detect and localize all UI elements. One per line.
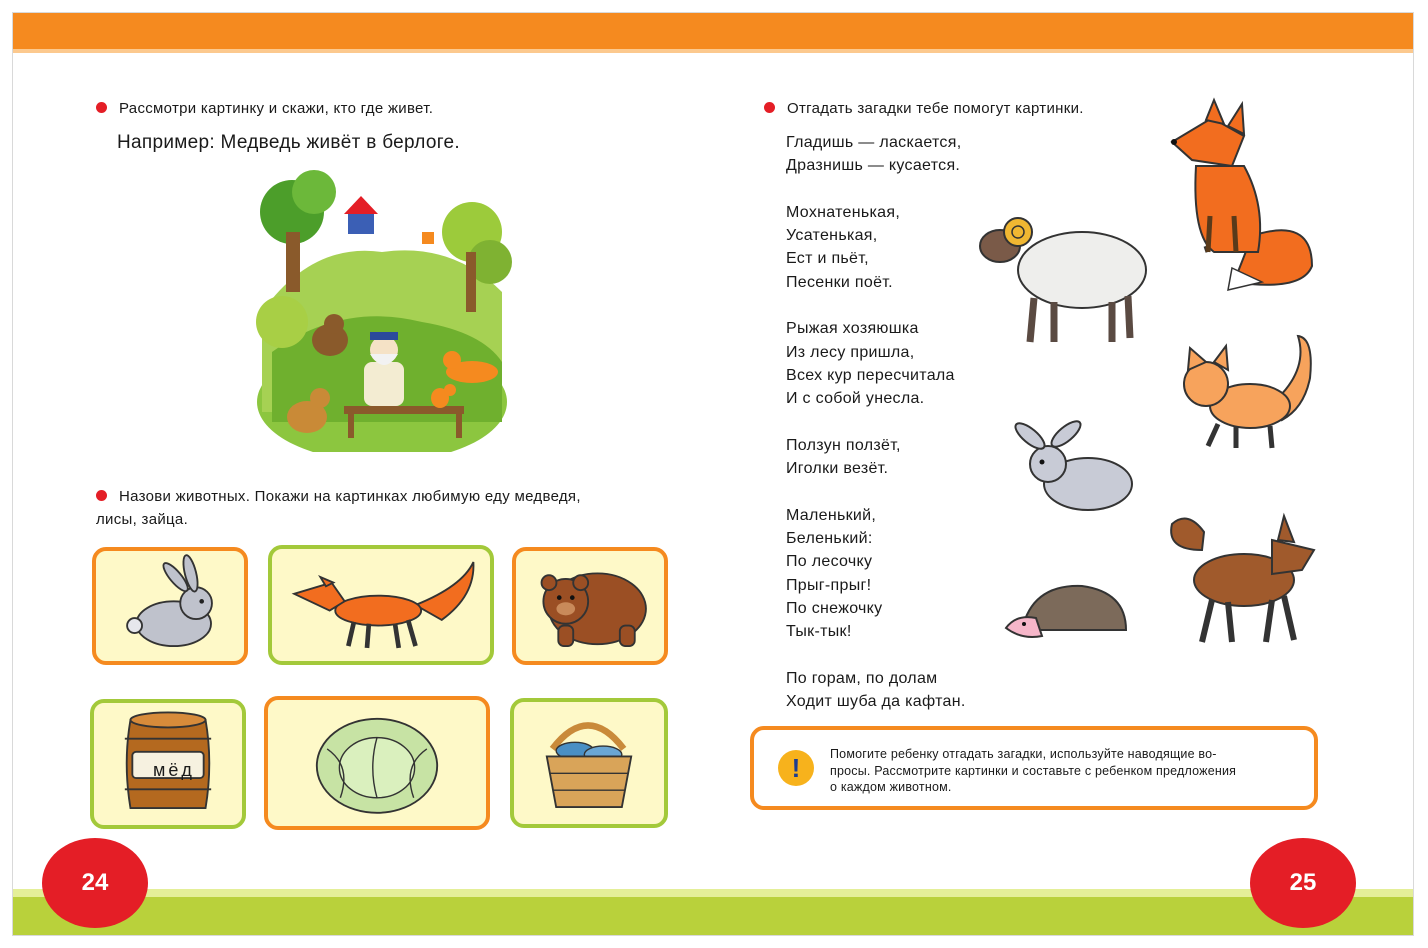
riddle-line: Ходит шуба да кафтан.	[786, 693, 966, 711]
riddle-line: Иголки везёт.	[786, 460, 889, 478]
fox-icon	[1162, 96, 1322, 296]
parent-tip-box	[750, 726, 1318, 810]
riddle-line: По снежочку	[786, 599, 883, 617]
task-2-text-line-1: Назови животных. Покажи на картинках любимую еду медведя,	[119, 488, 581, 505]
riddle-6	[786, 667, 1026, 714]
riddle-line: Рыжая хозяюшка	[786, 320, 919, 338]
riddle-line: Гладишь — ласкается,	[786, 134, 962, 151]
card-honey[interactable]	[90, 699, 246, 829]
rabbit-icon	[96, 551, 244, 661]
task-2-text-line-2: лисы, зайца.	[96, 511, 189, 528]
riddle-line: Мохнатенькая,	[786, 203, 901, 221]
riddle-line: Усатенькая,	[786, 227, 878, 245]
task-riddles-text: Отгадать загадки тебе помогут картинки.	[787, 100, 1084, 117]
task-riddles	[764, 98, 1084, 120]
fish-basket-icon	[514, 702, 664, 824]
riddle-line: Ест и пьёт,	[786, 250, 869, 268]
bullet-icon	[764, 102, 775, 113]
card-rabbit[interactable]	[92, 547, 248, 665]
cat-icon	[1178, 328, 1318, 452]
page-number-left: 24	[42, 838, 148, 928]
task-2	[96, 486, 581, 508]
riddle-5	[786, 504, 1026, 644]
card-fish-basket[interactable]	[510, 698, 668, 828]
riddle-line: Прыг-прыг!	[786, 576, 872, 594]
riddle-line: Маленький,	[786, 506, 877, 524]
riddle-1	[786, 131, 1026, 178]
riddle-line: Всех кур пересчитала	[786, 366, 955, 384]
example-sentence: Например: Медведь живёт в берлоге.	[117, 132, 460, 153]
page-number-right: 25	[1250, 838, 1356, 928]
card-cabbage[interactable]	[264, 696, 490, 830]
bullet-icon	[96, 102, 107, 113]
task-1	[96, 98, 433, 120]
dog-icon	[1162, 510, 1322, 650]
forest-scene-illustration	[252, 162, 512, 452]
cabbage-icon	[268, 700, 486, 826]
parent-tip-text	[830, 746, 1300, 796]
card-fox[interactable]	[268, 545, 494, 665]
exclamation-icon: !	[778, 750, 814, 786]
bullet-icon	[96, 490, 107, 501]
top-band-stripe	[13, 49, 1413, 53]
parent-tip-line: просы. Рассмотрите картинки и составьте с ребенком предложения	[830, 763, 1237, 778]
riddle-line: По лесочку	[786, 553, 873, 571]
riddle-line: Из лесу пришла,	[786, 343, 915, 361]
bear-icon	[516, 551, 664, 661]
hedgehog-icon	[1002, 578, 1132, 648]
riddle-line: Тык-тык!	[786, 623, 852, 641]
parent-tip-line: о каждом животном.	[830, 780, 952, 794]
riddle-line: Песенки поёт.	[786, 273, 893, 291]
rabbit-icon	[1008, 418, 1138, 518]
top-orange-band	[13, 13, 1413, 49]
riddle-line: По горам, по долам	[786, 669, 938, 687]
riddle-4	[786, 434, 1026, 481]
honey-label: мёд	[153, 760, 195, 780]
riddle-line: Ползун ползёт,	[786, 436, 901, 454]
fox-icon	[272, 549, 490, 661]
riddle-line: И с собой унесла.	[786, 390, 925, 408]
riddle-line: Беленький:	[786, 530, 873, 548]
bottom-band-stripe	[13, 889, 1413, 897]
parent-tip-line: Помогите ребенку отгадать загадки, используйте наводящие во-	[830, 747, 1217, 761]
card-bear[interactable]	[512, 547, 668, 665]
riddle-line: Дразнишь — кусается.	[786, 157, 961, 175]
task-1-text: Рассмотри картинку и скажи, кто где живет.	[119, 100, 434, 117]
sheep-icon	[972, 206, 1152, 346]
